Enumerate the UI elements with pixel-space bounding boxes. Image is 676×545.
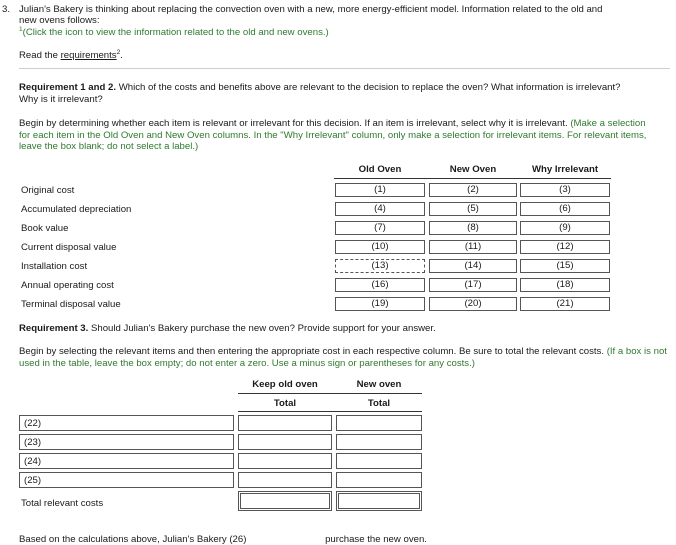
- question-intro-line2: new ovens follows:: [19, 14, 100, 26]
- new-oven-input[interactable]: [336, 472, 422, 488]
- new-oven-input[interactable]: [336, 434, 422, 450]
- req3-total-underline: [238, 411, 422, 412]
- info-icon-note[interactable]: [19, 26, 329, 39]
- old-oven-select[interactable]: (16): [335, 278, 425, 292]
- col-header-new-oven: New Oven: [449, 164, 497, 175]
- conclusion: [19, 534, 427, 545]
- why-irrelevant-select[interactable]: (9): [520, 221, 610, 235]
- req12-instr-green: (Make a selection for each item in the Old Oven and New Oven columns. In the "Why Irrelevant" column, only make a selection for irrelevant items. For relevant items, leave the box blank; do not select a label.): [19, 118, 647, 152]
- req12-title-bold: Requirement 1 and 2.: [19, 82, 117, 93]
- why-irrelevant-select[interactable]: (12): [520, 240, 610, 254]
- keep-old-oven-input[interactable]: [238, 472, 332, 488]
- total-keep-input[interactable]: [238, 491, 332, 511]
- decision-dropdown[interactable]: [246, 536, 322, 545]
- old-oven-select[interactable]: (4): [335, 202, 425, 216]
- row-label: Installation cost: [21, 261, 88, 272]
- old-oven-select[interactable]: (19): [335, 297, 425, 311]
- read-prefix: Read the: [19, 50, 61, 62]
- col-header-old-oven: Old Oven: [358, 164, 402, 175]
- why-irrelevant-select[interactable]: (21): [520, 297, 610, 311]
- new-oven-select[interactable]: (2): [429, 183, 517, 197]
- req3-instr-green: (If a box is not used in the table, leave the box empty; do not enter a zero. Use a minus sign or parentheses for any costs.): [19, 346, 667, 369]
- total-relevant-costs-label: Total relevant costs: [21, 498, 104, 509]
- req12-instructions: [19, 118, 659, 153]
- info-icon[interactable]: 1: [19, 26, 23, 33]
- row-label: Annual operating cost: [21, 280, 114, 291]
- relevant-item-select[interactable]: [19, 472, 234, 488]
- why-irrelevant-select[interactable]: (3): [520, 183, 610, 197]
- row-label: Terminal disposal value: [21, 299, 121, 310]
- keep-old-oven-input[interactable]: [238, 415, 332, 431]
- header-underline: [334, 178, 611, 179]
- req3-title-bold: Requirement 3.: [19, 323, 89, 334]
- old-oven-select[interactable]: (13): [335, 259, 425, 273]
- relevant-item-select[interactable]: [19, 453, 234, 469]
- relevant-item-select[interactable]: [19, 415, 234, 431]
- old-oven-select[interactable]: (1): [335, 183, 425, 197]
- conclusion-prefix: Based on the calculations above, Julian's Bakery (26): [19, 534, 247, 545]
- why-irrelevant-select[interactable]: (15): [520, 259, 610, 273]
- question-number: 3.: [2, 4, 11, 15]
- requirements-icon[interactable]: 2: [116, 49, 121, 56]
- keep-old-oven-input[interactable]: [238, 453, 332, 469]
- col-header-why-irrelevant: Why Irrelevant: [531, 164, 599, 175]
- req3-title-rest: Should Julian's Bakery purchase the new oven? Provide support for your answer.: [88, 323, 436, 334]
- read-requirements: [19, 49, 123, 62]
- row-label: Accumulated depreciation: [21, 204, 132, 215]
- req3-title: [19, 323, 436, 335]
- relevant-item-placeholder: (22): [24, 418, 42, 429]
- info-note-text[interactable]: (Click the icon to view the information related to the old and new ovens.): [22, 27, 329, 39]
- old-oven-select[interactable]: (7): [335, 221, 425, 235]
- new-oven-input[interactable]: [336, 415, 422, 431]
- req3-instr-black: Begin by selecting the relevant items and then entering the appropriate cost in each respective column. Be sure to total the relevant costs.: [19, 346, 607, 357]
- col-header-total-new: Total: [367, 398, 391, 409]
- req12-title: [19, 82, 674, 105]
- req3-instructions: [19, 346, 669, 369]
- req12-title-line2: Why is it irrelevant?: [19, 93, 103, 105]
- col-header-total-keep: Total: [273, 398, 297, 409]
- read-suffix: .: [120, 50, 123, 62]
- row-label: Book value: [21, 223, 69, 234]
- why-irrelevant-select[interactable]: (18): [520, 278, 610, 292]
- why-irrelevant-select[interactable]: (6): [520, 202, 610, 216]
- req3-header-underline: [238, 393, 422, 394]
- relevant-item-select[interactable]: [19, 434, 234, 450]
- col-header-keep-old-oven: Keep old oven: [252, 379, 318, 390]
- new-oven-select[interactable]: (20): [429, 297, 517, 311]
- relevant-item-placeholder: (24): [24, 456, 42, 467]
- row-label: Original cost: [21, 185, 75, 196]
- col-header-new-oven-req3: New oven: [356, 379, 402, 390]
- question-intro: [19, 4, 671, 26]
- new-oven-input[interactable]: [336, 453, 422, 469]
- question-intro-line1: Julian's Bakery is thinking about replacing the convection oven with a new, more energy-efficient model. Information related to the old and: [19, 4, 603, 15]
- relevant-item-placeholder: (23): [24, 437, 42, 448]
- new-oven-select[interactable]: (14): [429, 259, 517, 273]
- requirements-link[interactable]: requirements: [60, 50, 117, 62]
- old-oven-select[interactable]: (10): [335, 240, 425, 254]
- total-new-input[interactable]: [336, 491, 422, 511]
- keep-old-oven-input[interactable]: [238, 434, 332, 450]
- new-oven-select[interactable]: (5): [429, 202, 517, 216]
- new-oven-select[interactable]: (17): [429, 278, 517, 292]
- new-oven-select[interactable]: (11): [429, 240, 517, 254]
- conclusion-suffix: purchase the new oven.: [322, 534, 427, 545]
- req12-instr-black: Begin by determining whether each item is relevant or irrelevant for this decision. If an item is irrelevant, select why it is irrelevant.: [19, 118, 571, 129]
- divider: [19, 68, 670, 69]
- relevant-item-placeholder: (25): [24, 475, 42, 486]
- row-label: Current disposal value: [21, 242, 117, 253]
- new-oven-select[interactable]: (8): [429, 221, 517, 235]
- req12-title-rest: Which of the costs and benefits above are relevant to the decision to replace the oven? What information is irrelevant?: [116, 82, 621, 93]
